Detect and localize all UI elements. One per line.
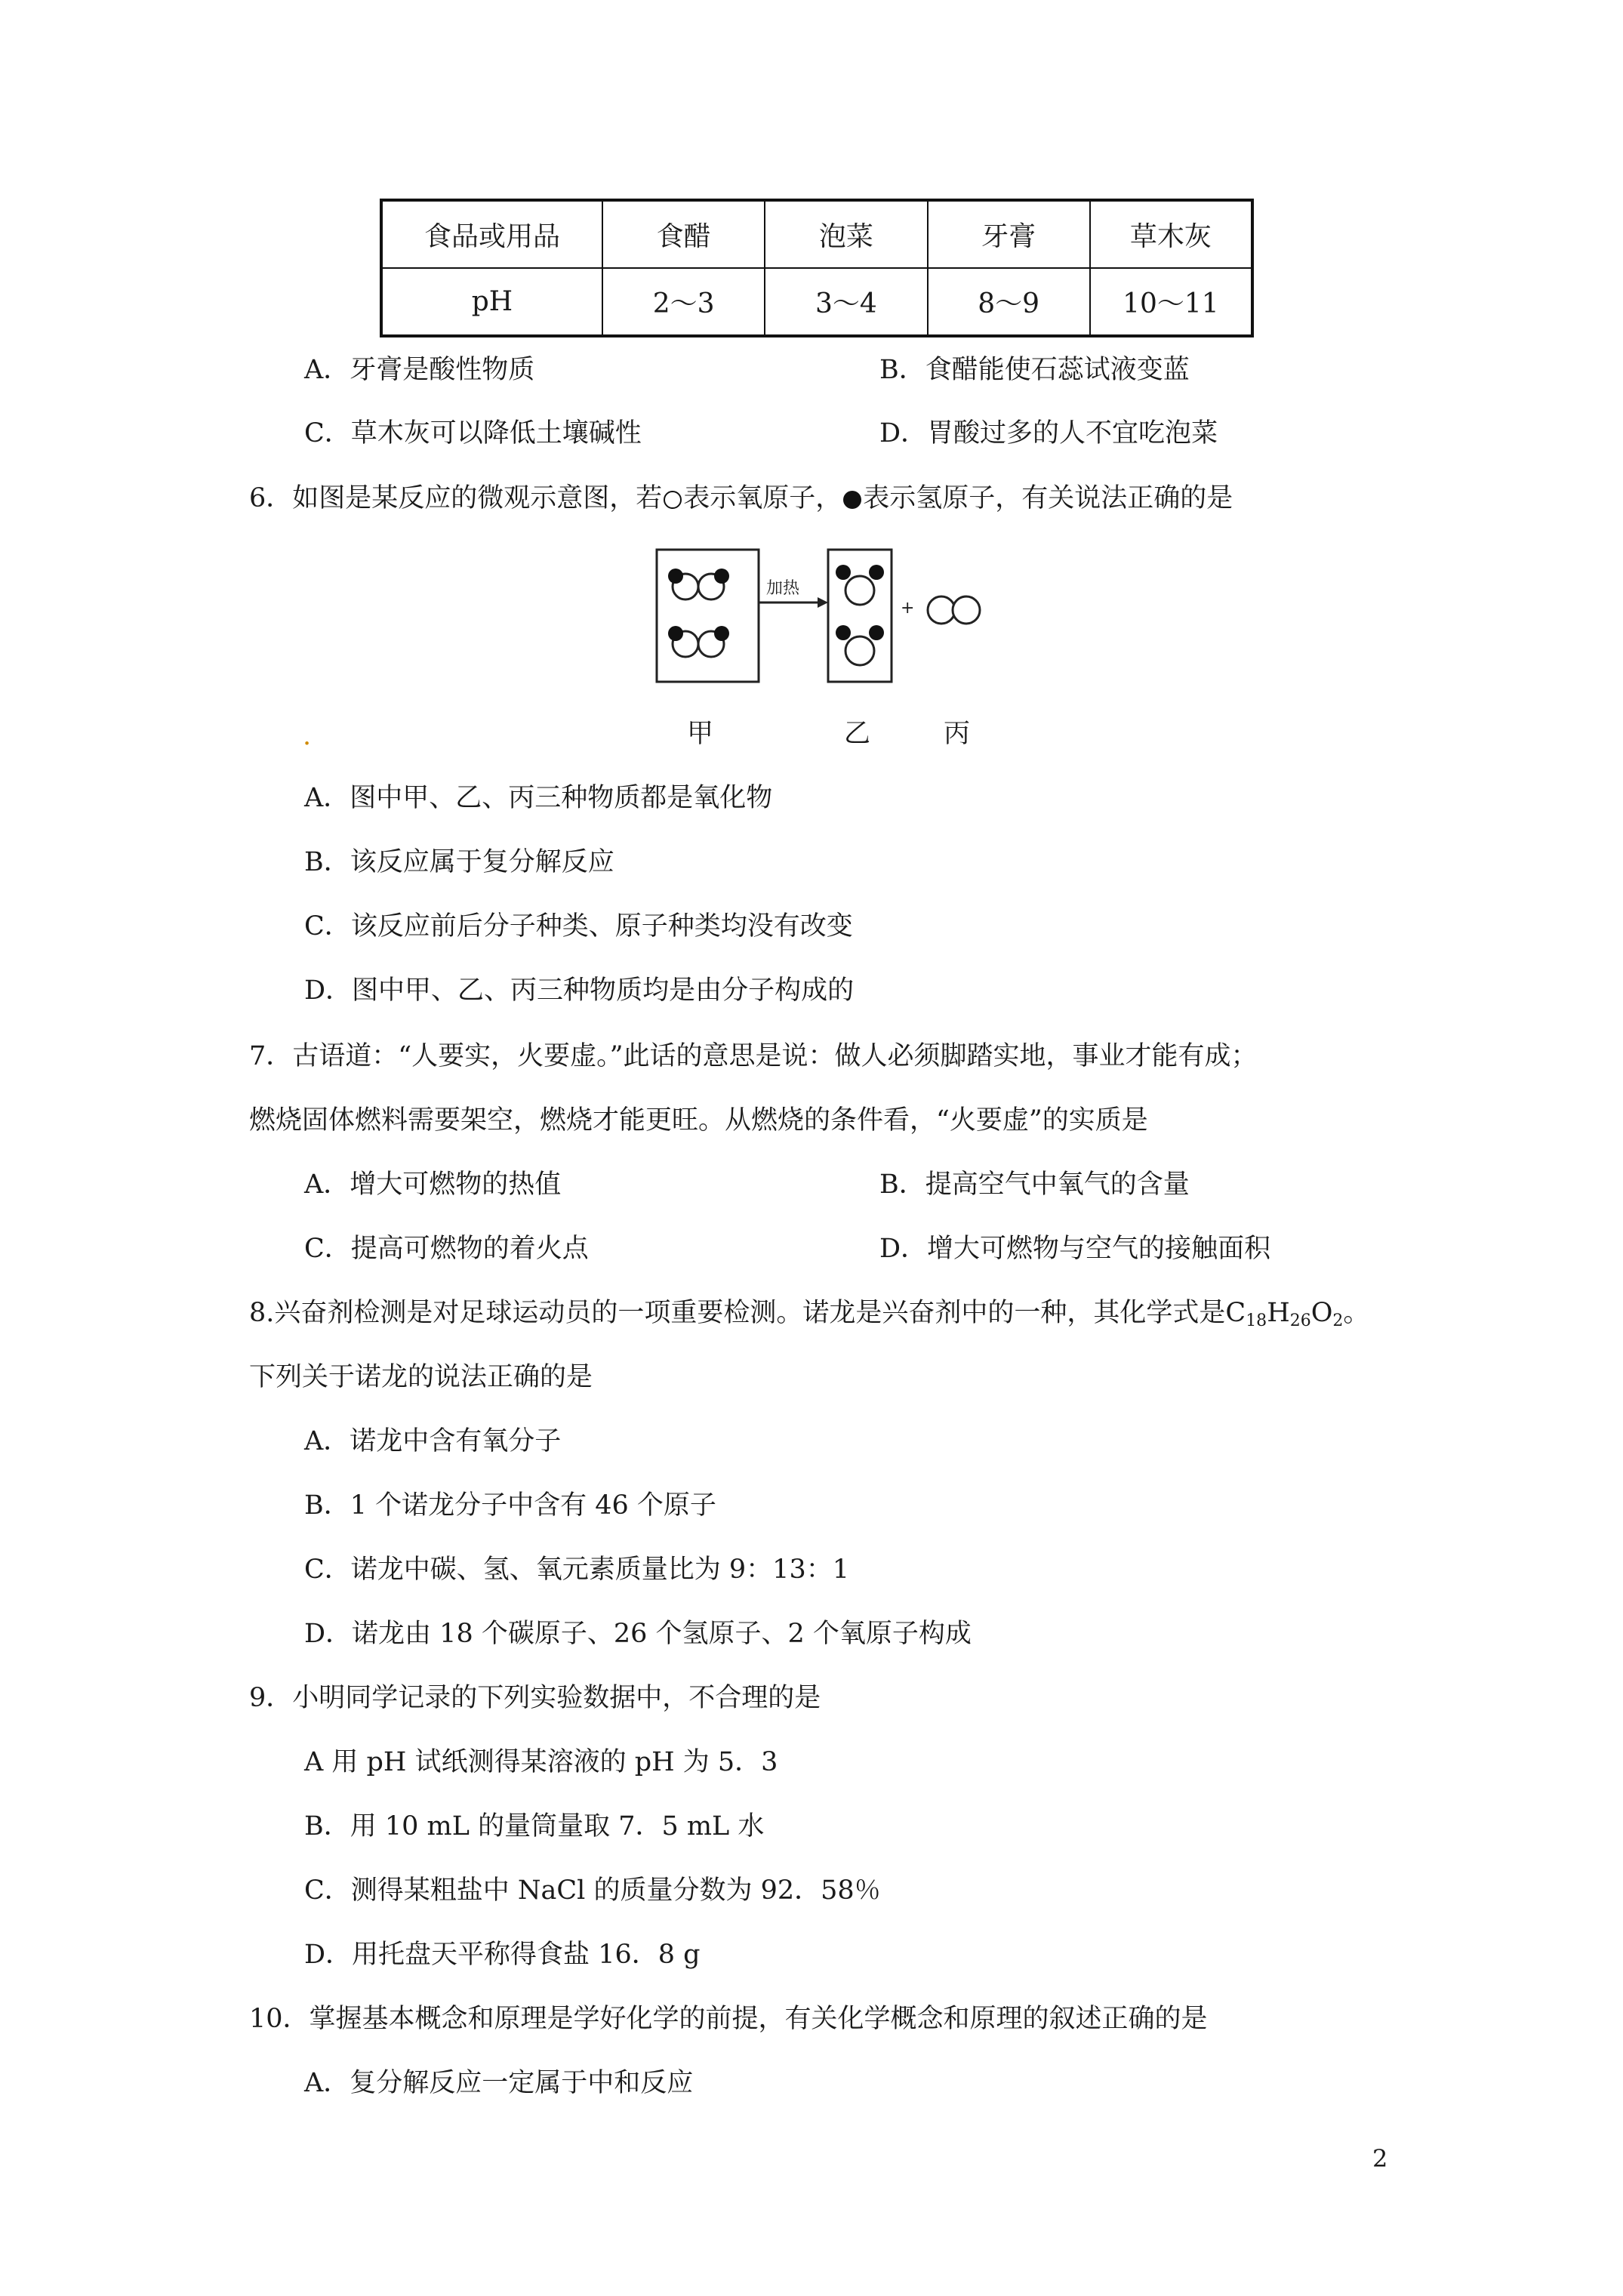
label-yi: 乙	[844, 719, 871, 749]
water-molecule-icon	[668, 569, 729, 599]
oxygen-molecule-icon	[928, 596, 980, 624]
q8-stem-line2: 下列关于诺龙的说法正确的是	[249, 1362, 593, 1392]
q6-option-c: C．该反应前后分子种类、原子种类均没有改变	[304, 911, 853, 942]
formula-subscript: 26	[1289, 1311, 1311, 1330]
reaction-diagram	[653, 544, 1015, 691]
table-cell: 食醋	[602, 200, 765, 268]
table-cell: 10～11	[1090, 268, 1252, 336]
table-cell: 3～4	[765, 268, 927, 336]
table-cell: 2～3	[602, 268, 765, 336]
label-bing: 丙	[944, 719, 971, 749]
q6-stem-part: 表示氧原子，	[683, 483, 842, 513]
q5-option-a: A．牙膏是酸性物质	[304, 355, 535, 385]
q7-stem-line1: 7．古语道：“人要实，火要虚。”此话的意思是说：做人必须脚踏实地，事业才能有成；	[249, 1041, 1258, 1071]
q8-option-b: B．1 个诺龙分子中含有 46 个原子	[304, 1490, 716, 1521]
table-cell: 食品或用品	[381, 200, 602, 268]
arrowhead-icon	[818, 597, 828, 608]
q6-stem-part: 6．如图是某反应的微观示意图，若	[249, 483, 663, 513]
hydrogen-molecule-icon	[836, 625, 884, 665]
q9-stem: 9．小明同学记录的下列实验数据中，不合理的是	[249, 1683, 821, 1713]
q6-stem-part: 表示氢原子，有关说法正确的是	[863, 483, 1233, 513]
q6-option-d: D．图中甲、乙、丙三种物质均是由分子构成的	[304, 975, 855, 1006]
table-cell: pH	[381, 268, 602, 336]
q8-option-a: A．诺龙中含有氧分子	[304, 1426, 562, 1456]
q7-option-a: A．增大可燃物的热值	[304, 1170, 562, 1200]
q5-option-c: C．草木灰可以降低土壤碱性	[304, 418, 642, 448]
ph-table	[380, 199, 1254, 337]
table-cell: 牙膏	[928, 200, 1090, 268]
table-cell: 泡菜	[765, 200, 927, 268]
q9-option-b: B．用 10 mL 的量筒量取 7．5 mL 水	[304, 1811, 765, 1841]
q5-option-b: B．食醋能使石蕊试液变蓝	[879, 355, 1190, 385]
table-cell: 草木灰	[1090, 200, 1252, 268]
water-molecule-icon	[668, 626, 729, 657]
formula-subscript: 2	[1332, 1311, 1344, 1330]
formula-element: C	[1225, 1298, 1246, 1328]
q8-option-c: C．诺龙中碳、氢、氧元素质量比为 9：13：1	[304, 1555, 849, 1585]
q10-stem: 10．掌握基本概念和原理是学好化学的前提，有关化学概念和原理的叙述正确的是	[249, 2004, 1208, 2034]
q9-option-c: C．测得某粗盐中 NaCl 的质量分数为 92．58％	[304, 1875, 881, 1906]
q7-option-c: C．提高可燃物的着火点	[304, 1234, 589, 1264]
q9-option-d: D．用托盘天平称得食盐 16．8 g	[304, 1940, 701, 1970]
q9-option-a: A 用 pH 试纸测得某溶液的 pH 为 5．3	[304, 1747, 778, 1777]
table-row	[381, 268, 1252, 336]
q6-option-a: A．图中甲、乙、丙三种物质都是氧化物	[304, 783, 773, 813]
q7-option-b: B．提高空气中氧气的含量	[879, 1170, 1190, 1200]
oxygen-atom-icon	[664, 491, 682, 509]
label-jia: 甲	[687, 719, 714, 749]
q7-option-d: D．增大可燃物与空气的接触面积	[879, 1234, 1271, 1264]
page-number: 2	[1372, 2144, 1388, 2173]
formula-subscript: 18	[1246, 1311, 1267, 1330]
hydrogen-molecule-icon	[836, 565, 884, 605]
q5-option-d: D．胃酸过多的人不宜吃泡菜	[879, 418, 1218, 448]
stray-dot: .	[303, 721, 312, 751]
arrow-label: 加热	[766, 579, 800, 598]
q6-option-b: B．该反应属于复分解反应	[304, 847, 614, 877]
q8-option-d: D．诺龙由 18 个碳原子、26 个氢原子、2 个氧原子构成	[304, 1619, 972, 1649]
hydrogen-atom-icon	[843, 491, 861, 509]
q8-stem-line1	[249, 1296, 1369, 1338]
chemical-formula	[1225, 1298, 1369, 1328]
table-cell: 8～9	[928, 268, 1090, 336]
table-row	[381, 200, 1252, 268]
plus-icon: +	[901, 599, 915, 618]
q6-stem	[249, 482, 1233, 515]
q7-stem-line2: 燃烧固体燃料需要架空，燃烧才能更旺。从燃烧的条件看，“火要虚”的实质是	[249, 1105, 1148, 1136]
formula-element: O	[1310, 1298, 1333, 1328]
q10-option-a: A．复分解反应一定属于中和反应	[304, 2068, 694, 2098]
formula-element: H	[1267, 1298, 1290, 1328]
q8-stem-text: 8.兴奋剂检测是对足球运动员的一项重要检测。诺龙是兴奋剂中的一种，其化学式是	[249, 1298, 1226, 1328]
formula-end: 。	[1343, 1298, 1370, 1328]
